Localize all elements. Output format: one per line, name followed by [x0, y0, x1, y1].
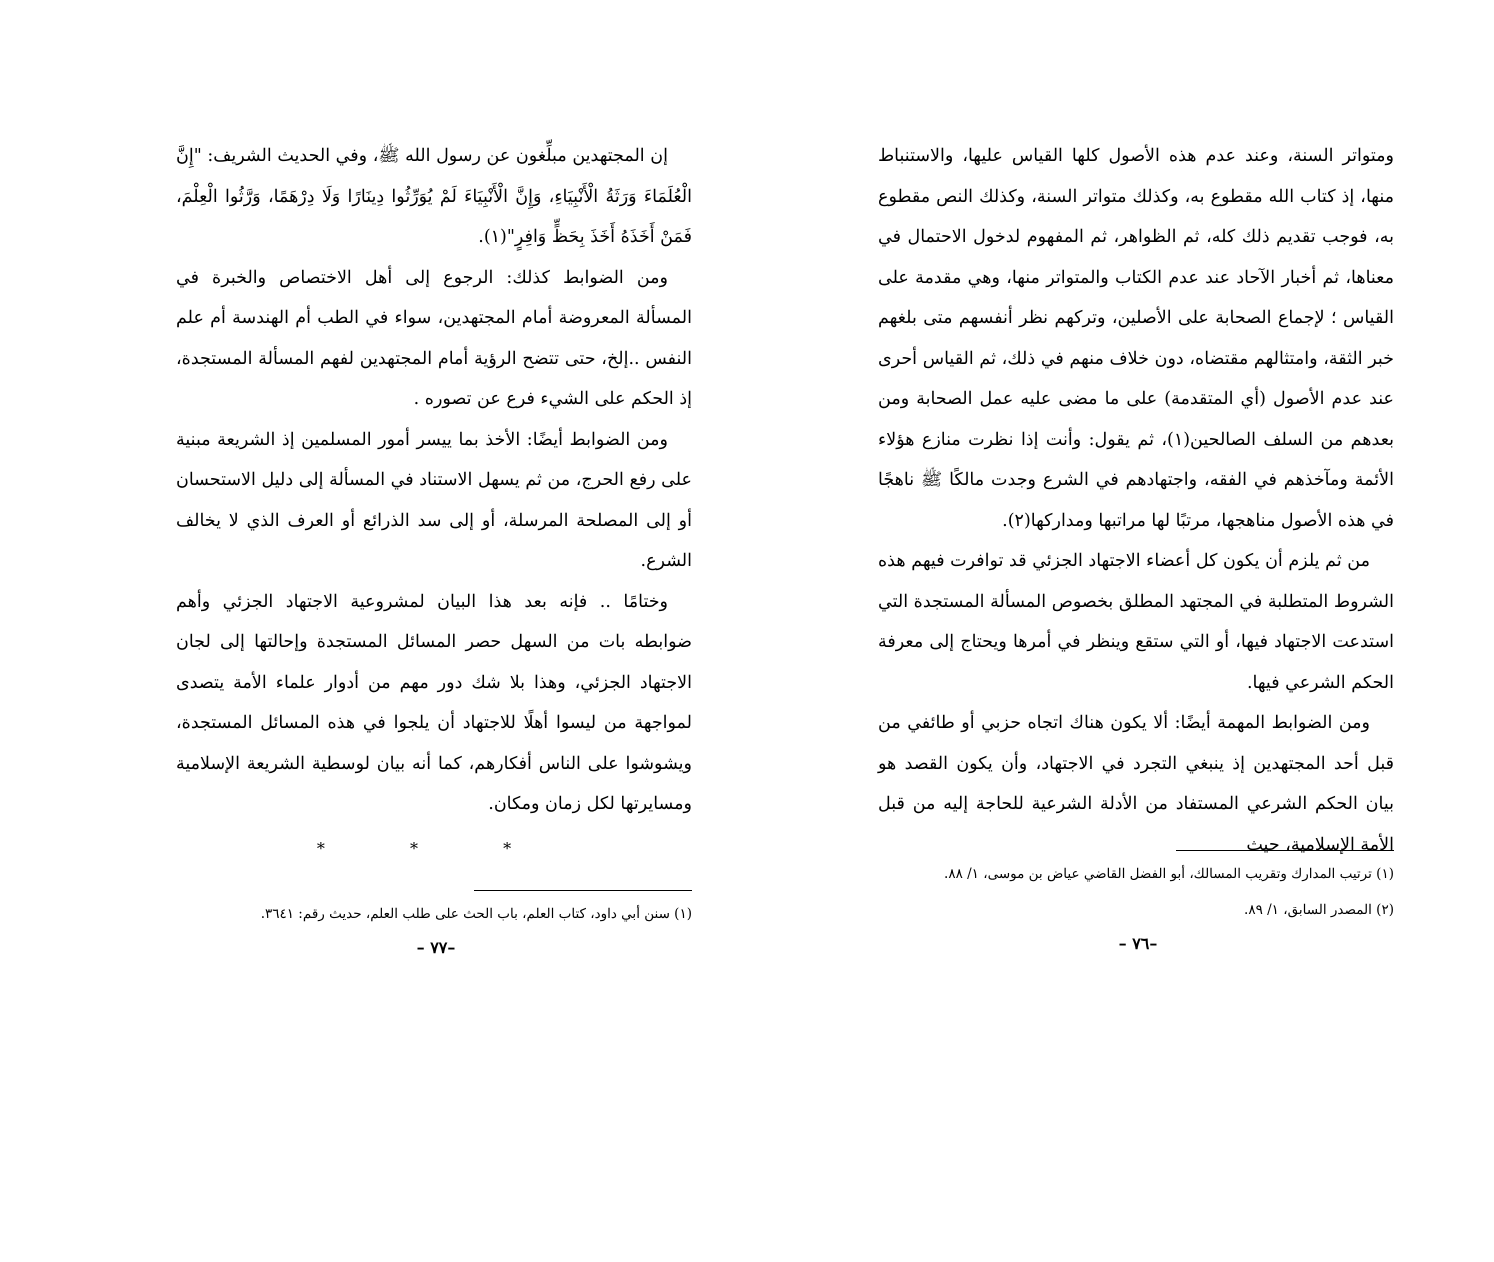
- right-footnote-2: (٢) المصدر السابق، ١/ ٨٩.: [1244, 902, 1394, 918]
- right-footnote-1: (١) ترتيب المدارك وتقريب المسالك، أبو الفضل القاضي عياض بن موسى، ١/ ٨٨.: [944, 866, 1394, 882]
- left-page-body: [176, 136, 692, 869]
- left-footnotes: [176, 896, 692, 932]
- left-page-number: –٧٧ –: [416, 938, 456, 957]
- left-paragraph-1: إن المجتهدين مبلِّغون عن رسول الله ﷺ، وفي الحديث الشريف: "إِنَّ الْعُلَمَاءَ وَرَثَةُ الْأَنْبِيَاءِ، وَإِنَّ الْأَنْبِيَاءَ لَمْ يُوَرِّثُوا دِينَارًا وَلَا دِرْهَمًا، وَرَّثُوا الْعِلْمَ، فَمَنْ أَخَذَهُ أَخَذَ بِحَظٍّ وَافِرٍ"(١).: [176, 146, 692, 247]
- right-page-number: –٧٦ –: [1118, 934, 1158, 953]
- left-paragraph-4: وختامًا .. فإنه بعد هذا البيان لمشروعية الاجتهاد الجزئي وأهم ضوابطه بات من السهل حصر المسائل المستجدة وإحالتها إلى لجان الاجتهاد الجزئي، وهذا بلا شك دور مهم من أدوار علماء الأمة يتصدى لمواجهة من ليسوا أهلًا للاجتهاد أن يلجوا في هذه المسائل المستجدة، ويشوشوا على الناس أفكارهم، كما أنه بيان لوسطية الشريعة الإسلامية ومسايرتها لكل زمان ومكان.: [176, 591, 692, 814]
- right-paragraph-2: من ثم يلزم أن يكون كل أعضاء الاجتهاد الجزئي قد توافرت فيهم هذه الشروط المتطلبة في المجتهد المطلق بخصوص المسألة المستجدة التي استدعت الاجتهاد فيها، أو التي ستقع وينظر في أمرها ويحتاج إلى معرفة الحكم الشرعي فيها.: [878, 551, 1394, 693]
- left-paragraph-3: ومن الضوابط أيضًا: الأخذ بما ييسر أمور المسلمين إذ الشريعة مبنية على رفع الحرج، من ثم يسهل الاستناد في المسألة إلى دليل الاستحسان أو إلى المصلحة المرسلة، أو إلى سد الذرائع أو العرف الذي لا يخالف الشرع.: [176, 429, 692, 571]
- right-paragraph-1: ومتواتر السنة، وعند عدم هذه الأصول كلها القياس عليها، والاستنباط منها، إذ كتاب الله مقطوع به، وكذلك متواتر السنة، وكذلك النص مقطوع به، فوجب تقديم ذلك كله، ثم الظواهر، ثم المفهوم لدخول الاحتمال في معناها، ثم أخبار الآحاد عند عدم الكتاب والمتواتر منها، وهي مقدمة على القياس ؛ لإجماع الصحابة على الأصلين، وتركهم نظر أنفسهم متى بلغهم خبر الثقة، وامتثالهم مقتضاه، دون خلاف منهم في ذلك، ثم القياس أحرى عند عدم الأصول (أي المتقدمة) على ما مضى عليه عمل الصحابة ومن بعدهم من السلف الصالحين(١)، ثم يقول: وأنت إذا نظرت منازع هؤلاء الأئمة ومآخذهم في الفقه، واجتهادهم في الشرع وجدت مالكًا ﷺ ناهجًا في هذه الأصول مناهجها، مرتبًا لها مراتبها ومداركها(٢).: [878, 146, 1395, 531]
- right-footnote-divider: [1176, 850, 1394, 851]
- left-footnote-divider: [474, 890, 692, 891]
- right-page-body: [878, 136, 1394, 865]
- section-separator: * * *: [316, 838, 552, 858]
- right-footnotes: [878, 856, 1394, 928]
- right-paragraph-3: ومن الضوابط المهمة أيضًا: ألا يكون هناك اتجاه حزبي أو طائفي من قبل أحد المجتهدين إذ ينبغي التجرد في الاجتهاد، وأن يكون القصد هو بيان الحكم الشرعي المستفاد من الأدلة الشرعية للحاجة إليه من قبل الأمة الإسلامية، حيث: [878, 713, 1394, 855]
- left-paragraph-2: ومن الضوابط كذلك: الرجوع إلى أهل الاختصاص والخبرة في المسألة المعروضة أمام المجتهدين، سواء في الطب أم الهندسة أم علم النفس ..إلخ، حتى تتضح الرؤية أمام المجتهدين لفهم المسألة المستجدة، إذ الحكم على الشيء فرع عن تصوره .: [176, 267, 692, 409]
- left-footnote-1: (١) سنن أبي داود، كتاب العلم، باب الحث على طلب العلم، حديث رقم: ٣٦٤١.: [260, 906, 692, 922]
